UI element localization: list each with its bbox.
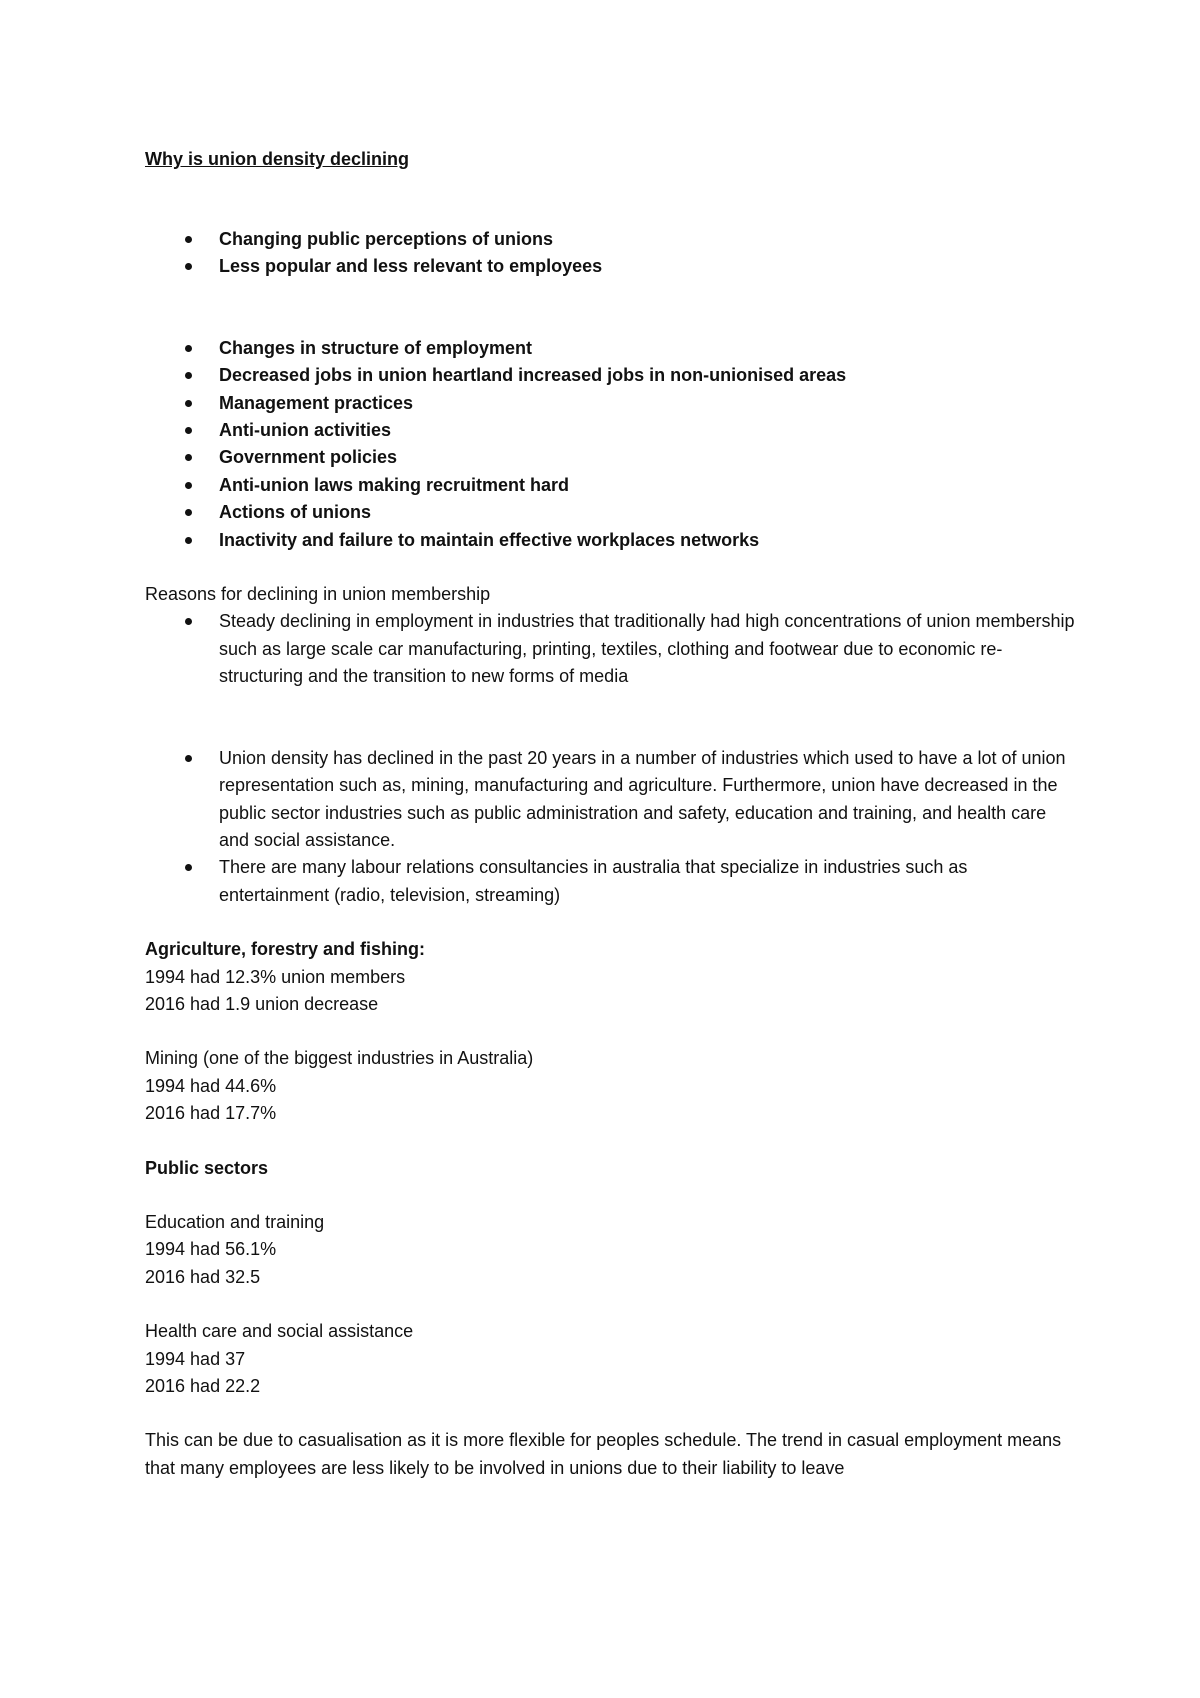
- mining-1994: 1994 had 44.6%: [145, 1075, 277, 1096]
- bullet-icon: [185, 755, 192, 762]
- bullet-icon: [185, 509, 192, 516]
- bullet-icon: [185, 372, 192, 379]
- agriculture-title: Agriculture, forestry and fishing:: [145, 939, 426, 960]
- bullet-icon: [185, 537, 192, 544]
- list-item: Less popular and less relevant to employees: [145, 253, 1075, 280]
- bullet-icon: [185, 618, 192, 625]
- list-item: Inactivity and failure to maintain effective workplaces networks: [145, 527, 1075, 554]
- bullet-icon: [185, 400, 192, 407]
- agriculture-1994: 1994 had 12.3% union members: [145, 966, 406, 987]
- conclusion-paragraph: This can be due to casualisation as it is more flexible for peoples schedule. The trend in casual employment means that many employees are less likely to be involved in unions due to their liability to leave: [145, 1430, 1062, 1478]
- causes-list: [145, 335, 1075, 554]
- bullet-icon: [185, 864, 192, 871]
- list-item: There are many labour relations consultancies in australia that specialize in industries such as entertainment (radio, television, streaming): [145, 854, 1075, 909]
- health-2016: 2016 had 22.2: [145, 1376, 261, 1396]
- perception-list: [145, 226, 1075, 281]
- reasons-list: [145, 608, 1075, 690]
- list-item: Changing public perceptions of unions: [145, 226, 1075, 253]
- education-1994: 1994 had 56.1%: [145, 1239, 277, 1260]
- list-item: Government policies: [145, 444, 1075, 471]
- list-item: Anti-union activities: [145, 417, 1075, 444]
- mining-title: Mining (one of the biggest industries in Australia): [145, 1048, 534, 1069]
- list-item: Anti-union laws making recruitment hard: [145, 472, 1075, 499]
- reasons-heading: Reasons for declining in union membership: [145, 584, 491, 605]
- bullet-icon: [185, 263, 192, 270]
- bullet-icon: [185, 236, 192, 243]
- reasons-list-2: [145, 745, 1075, 909]
- bullet-icon: [185, 482, 192, 489]
- public-sectors-title: Public sectors: [145, 1157, 269, 1178]
- health-1994: 1994 had 37: [145, 1348, 246, 1369]
- document-heading: Why is union density declining: [145, 149, 410, 169]
- education-2016: 2016 had 32.5: [145, 1266, 261, 1287]
- list-item: Management practices: [145, 390, 1075, 417]
- agriculture-2016: 2016 had 1.9 union decrease: [145, 993, 379, 1014]
- education-title: Education and training: [145, 1211, 325, 1232]
- bullet-icon: [185, 427, 192, 434]
- list-item: Actions of unions: [145, 499, 1075, 526]
- list-item: Decreased jobs in union heartland increased jobs in non-unionised areas: [145, 362, 1075, 389]
- list-item: Changes in structure of employment: [145, 335, 1075, 362]
- mining-2016: 2016 had 17.7%: [145, 1103, 277, 1124]
- bullet-icon: [185, 454, 192, 461]
- document-page: [145, 146, 1075, 1482]
- health-title: Health care and social assistance: [145, 1321, 414, 1342]
- list-item: Union density has declined in the past 20 years in a number of industries which used to have a lot of union representation such as, mining, manufacturing and agriculture. Furthermore, union have decreased in the public sector industries such as public administration and safety, education and training, and health care and social assistance.: [145, 745, 1075, 855]
- list-item: Steady declining in employment in industries that traditionally had high concentrations of union membership such as large scale car manufacturing, printing, textiles, clothing and footwear due to economic re-structuring and the transition to new forms of media: [145, 608, 1075, 690]
- bullet-icon: [185, 345, 192, 352]
